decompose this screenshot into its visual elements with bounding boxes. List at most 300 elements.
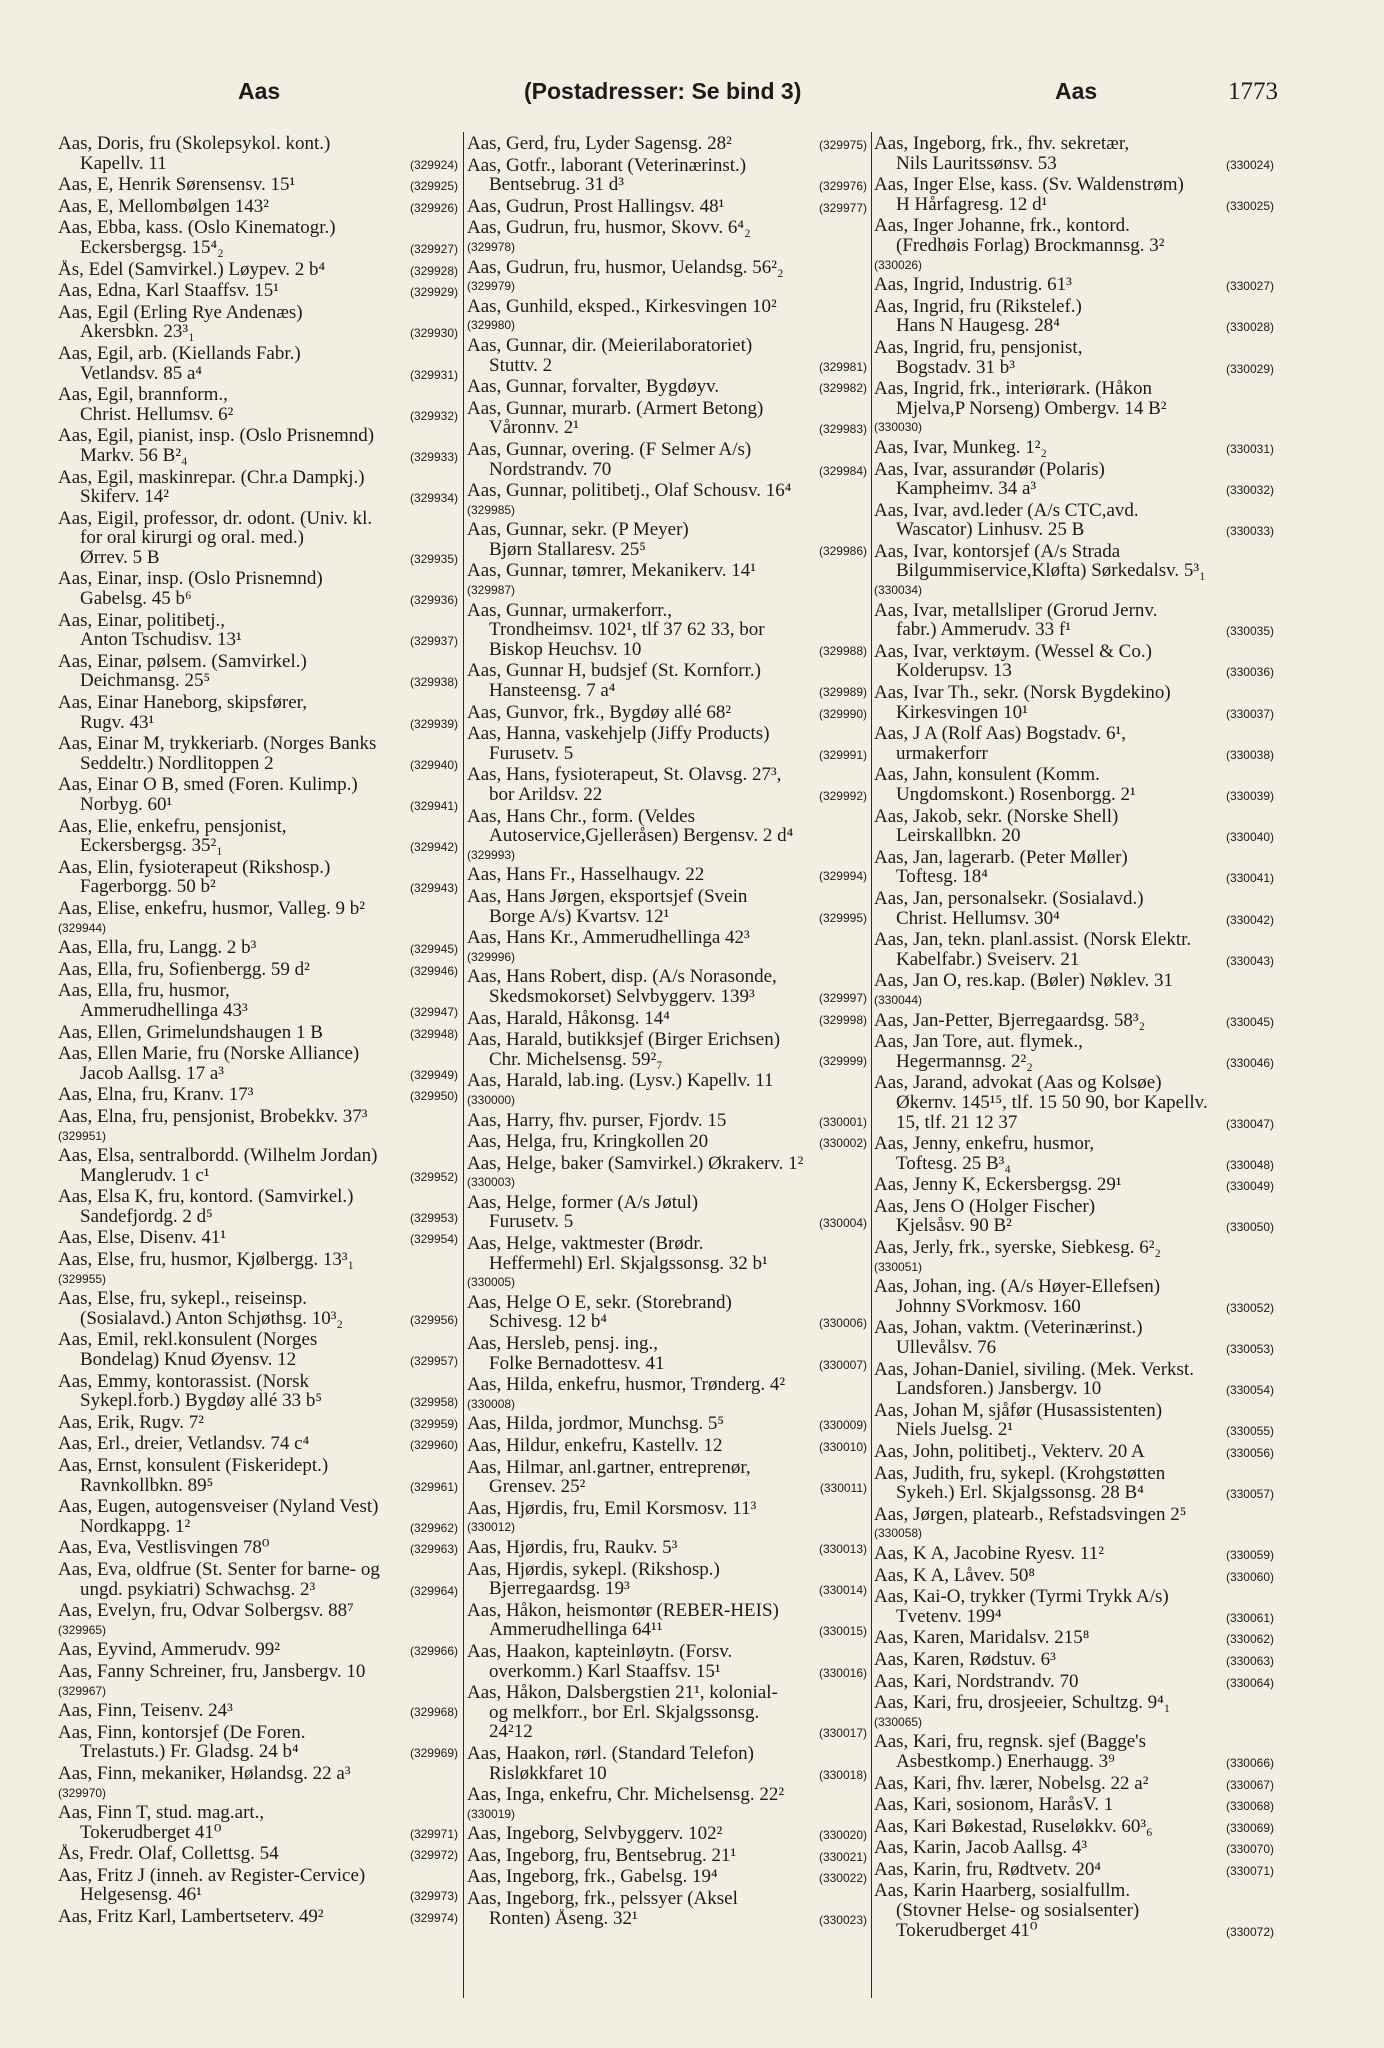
entry-text: Aas, Ivar, assurandør (Polaris): [874, 459, 1105, 480]
entry-number: (330060): [1225, 1569, 1274, 1584]
entry-line: [58, 1601, 458, 1621]
directory-entry: [874, 1505, 1274, 1544]
directory-entry: [58, 960, 458, 982]
entry-text: Aas, John, politibetj., Vekterv. 20 A: [874, 1442, 1145, 1462]
entry-line: [874, 1921, 1274, 1943]
entry-number: (329967): [58, 1683, 107, 1698]
entry-text: Våronnv. 2¹: [489, 418, 579, 438]
entry-number: (330014): [818, 1583, 867, 1598]
directory-entry: [467, 1458, 867, 1499]
entry-line: [467, 640, 867, 662]
directory-entry: [874, 1238, 1274, 1277]
entry-line: [58, 1885, 458, 1907]
directory-entry: [58, 197, 458, 219]
entry-text: Aas, Haakon, rørl. (Standard Telefon): [467, 1743, 754, 1764]
entry-number: (329936): [409, 593, 458, 608]
directory-entry: [467, 134, 867, 156]
entry-number: (329971): [409, 1826, 458, 1841]
entry-text: Aas, Ella, fru, husmor,: [58, 981, 230, 1001]
entry-text: Furusetv. 5: [489, 1212, 574, 1233]
entry-line: [874, 1505, 1274, 1525]
entry-number: (330003): [467, 1175, 516, 1190]
entry-text: Aas, Else, Disenv. 41¹: [58, 1228, 227, 1249]
directory-entry: [58, 1701, 458, 1723]
entry-line: [58, 260, 458, 282]
directory-entry: [467, 440, 867, 481]
entry-line: [467, 1254, 867, 1274]
directory-entry: [874, 1401, 1274, 1442]
entry-text: Johnny SVorkmosv. 160: [896, 1296, 1081, 1317]
entry-text: Sykeh.) Erl. Skjalgssonsg. 28 B⁴: [896, 1483, 1144, 1503]
entry-text: Aas, Eigil, professor, dr. odont. (Univ. kl.: [58, 508, 373, 529]
entry-line: [874, 1881, 1274, 1901]
entry-text: Aas, Ellen Marie, fru (Norske Alliance): [58, 1044, 360, 1064]
entry-line: [874, 316, 1274, 338]
entry-text: Aas, Hans, fysioterapeut, St. Olavsg. 27³,: [467, 765, 782, 785]
entry-line: [467, 520, 867, 540]
entry-line: [58, 1560, 458, 1580]
entry-text: bor Arildsv. 22: [489, 785, 603, 805]
entry-line: [874, 642, 1274, 662]
entry-text: Aas, Erik, Rugv. 7²: [58, 1412, 204, 1433]
entry-line: [874, 930, 1274, 950]
entry-line: [874, 1566, 1274, 1588]
entry-text: Aas, Gudrun, fru, husmor, Skovv. 6⁴₂: [467, 218, 751, 238]
entry-number: (330024): [1225, 157, 1274, 172]
directory-entry: [874, 971, 1274, 1010]
entry-text: Aas, Kari, fru, drosjeeier, Schultzg. 9⁴₁: [874, 1693, 1171, 1713]
directory-entry: [874, 1860, 1274, 1882]
entry-text: Skiferv. 14²: [80, 487, 169, 507]
entry-text: Aas, Jan, lagerarb. (Peter Møller): [874, 847, 1128, 868]
entry-line: [467, 1846, 867, 1868]
entry-line: [58, 446, 458, 468]
entry-text: Aas, Johan, vaktm. (Veterinærinst.): [874, 1318, 1143, 1339]
entry-line: [467, 1293, 867, 1313]
entry-text: Aas, Johan-Daniel, siviling. (Mek. Verkst.: [874, 1359, 1194, 1380]
entry-line: [467, 724, 867, 744]
directory-entry: [467, 1154, 867, 1193]
entry-line: [58, 1166, 458, 1188]
entry-line: [874, 561, 1274, 581]
entry-text: Aas, Eyvind, Ammerudv. 99²: [58, 1640, 280, 1660]
entry-line: [874, 1238, 1274, 1258]
entry-line: [58, 385, 458, 405]
column-divider: [463, 132, 464, 1998]
entry-line: [467, 1193, 867, 1213]
entry-text: Kabelfabr.) Sveiserv. 21: [896, 949, 1080, 970]
entry-number: (329951): [58, 1128, 107, 1143]
entry-text: Ås, Fredr. Olaf, Collettsg. 54: [58, 1844, 279, 1864]
entry-line: [467, 1764, 867, 1786]
entry-text: Aas, Hans Robert, disp. (A/s Norasonde,: [467, 967, 777, 987]
entry-line: [467, 1662, 867, 1684]
directory-entry: [467, 1560, 867, 1601]
entry-text: Aas, Elsa, sentralbordd. (Wilhelm Jordan): [58, 1146, 378, 1166]
entry-text: Aas, Ingrid, Industrig. 61³: [874, 275, 1072, 295]
entry-line: [58, 1538, 458, 1560]
entry-line: [58, 1391, 458, 1413]
directory-entry: [874, 379, 1274, 438]
entry-line: [58, 405, 458, 427]
entry-text: Aas, Elise, enkefru, husmor, Valleg. 9 b²: [58, 898, 365, 919]
entry-text: Aas, Jørgen, platearb., Refstadsvingen 2⁵: [874, 1504, 1187, 1525]
entry-number: (329999): [818, 1053, 867, 1068]
directory-entry: [874, 338, 1274, 379]
entry-text: Toftesg. 18⁴: [896, 867, 988, 887]
entry-number: (330072): [1225, 1924, 1274, 1939]
entry-number: (329982): [818, 381, 867, 396]
entry-line: [58, 426, 458, 446]
entry-text: Aas, E, Mellombølgen 143²: [58, 196, 269, 217]
entry-line: [467, 1824, 867, 1846]
entry-text: Aas, Eva, oldfrue (St. Senter for barne- og: [58, 1559, 380, 1580]
entry-text: for oral kirurgi og oral. med.): [80, 528, 304, 548]
entry-text: Aas, Gudrun, Prost Hallingsv. 48¹: [467, 196, 725, 217]
entry-text: Aas, Einar Haneborg, skipsfører,: [58, 693, 307, 713]
entry-number: (330032): [1225, 483, 1274, 498]
entry-text: Aas, Ivar, avd.leder (A/s CTC,avd.: [874, 500, 1139, 521]
entry-line: [874, 1442, 1274, 1464]
directory-entry: [58, 1228, 458, 1250]
entry-line: [874, 1672, 1274, 1694]
directory-entry: [58, 1289, 458, 1330]
entry-line: [58, 1640, 458, 1662]
entry-line: [58, 1844, 458, 1866]
entry-number: (329931): [409, 367, 458, 382]
entry-line: [467, 377, 867, 399]
entry-line: [467, 399, 867, 419]
entry-line: [874, 950, 1274, 972]
entry-text: Aas, Gunnar, politibetj., Olaf Schousv. 16⁴: [467, 481, 792, 501]
directory-entry: [467, 807, 867, 866]
entry-text: Nils Lauritssønsv. 53: [896, 153, 1057, 174]
directory-entry: [467, 1538, 867, 1560]
directory-entry: [874, 1672, 1274, 1694]
entry-line: [874, 1277, 1274, 1297]
entry-text: Bondelag) Knud Øyensv. 12: [80, 1350, 297, 1370]
directory-entry: [874, 1073, 1274, 1134]
directory-entry: [874, 1544, 1274, 1566]
entry-text: Nordstrandv. 70: [489, 459, 612, 480]
entry-number: (330043): [1225, 953, 1274, 968]
entry-text: Aas, Gunnar, murarb. (Armert Betong): [467, 398, 764, 419]
directory-entry: [467, 967, 867, 1008]
entry-text: Aas, Ingeborg, frk., Gabelsg. 19⁴: [467, 1867, 718, 1888]
entry-number: (330068): [1225, 1799, 1274, 1814]
entry-line: [874, 134, 1274, 154]
entry-line: [874, 1483, 1274, 1505]
directory-entry: [874, 134, 1274, 175]
entry-number: (329932): [409, 408, 458, 423]
directory-entry: [467, 218, 867, 257]
entry-text: Aas, Ivar, kontorsjef (A/s Strada: [874, 541, 1121, 562]
entry-number: (330037): [1225, 706, 1274, 721]
entry-line: [467, 601, 867, 621]
entry-text: Kampheimv. 34 a³: [896, 479, 1037, 499]
entry-line: [58, 960, 458, 982]
entry-line: [467, 807, 867, 827]
entry-line: [467, 1560, 867, 1580]
entry-line: [874, 379, 1274, 399]
directory-entry: [58, 344, 458, 385]
entry-line: [874, 889, 1274, 909]
directory-entry: [467, 1111, 867, 1133]
entry-number: (329941): [409, 799, 458, 813]
entry-line: [874, 460, 1274, 480]
directory-entry: [58, 734, 458, 775]
entry-line: [874, 661, 1274, 683]
entry-text: Aas, Hjørdis, fru, Emil Korsmosv. 11³: [467, 1498, 757, 1519]
directory-entry: [58, 1640, 458, 1662]
entry-text: Aas, Jens O (Holger Fischer): [874, 1196, 1096, 1217]
entry-text: Aas, Jan, personalsekr. (Sosialavd.): [874, 888, 1144, 909]
entry-line: [874, 275, 1274, 297]
entry-line: [58, 1289, 458, 1309]
entry-number: (329988): [818, 643, 867, 658]
directory-entry: [874, 848, 1274, 889]
entry-line: [467, 418, 867, 440]
entry-number: (330019): [467, 1806, 516, 1821]
entry-number: (330045): [1225, 1014, 1274, 1029]
entry-text: Aas, Harald, butikksjef (Birger Erichsen): [467, 1030, 781, 1050]
entry-text: Tvetenv. 199⁴: [896, 1606, 1002, 1627]
entry-line: [58, 1517, 458, 1539]
entry-text: Aas, Helge, former (A/s Jøtul): [467, 1192, 699, 1213]
entry-line: [467, 1620, 867, 1642]
entry-number: (329965): [58, 1622, 107, 1637]
entry-number: (329956): [409, 1312, 458, 1327]
entry-text: Aas, Evelyn, fru, Odvar Solbergsv. 88⁷: [58, 1601, 354, 1621]
entry-text: Aas, Kari, fhv. lærer, Nobelsg. 22 a²: [874, 1773, 1149, 1794]
entry-text: Aas, Einar M, trykkeriarb. (Norges Banks: [58, 734, 377, 754]
directory-entry: [874, 1774, 1274, 1796]
entry-number: (330058): [874, 1526, 923, 1541]
entry-text: Ammerudhellinga 64¹¹: [489, 1620, 663, 1640]
directory-entry: [874, 297, 1274, 338]
entry-number: (330023): [818, 1912, 867, 1927]
entry-text: Bentsebrug. 31 d³: [489, 175, 624, 195]
entry-text: Nordkappg. 1²: [80, 1516, 191, 1537]
entry-text: Aas, Johan, ing. (A/s Høyer-Ellefsen): [874, 1277, 1161, 1297]
entry-text: Aas, Hilda, jordmor, Munchsg. 5⁵: [467, 1414, 725, 1434]
directory-entry: [58, 1085, 458, 1107]
entry-line: [467, 1683, 867, 1703]
entry-line: [874, 683, 1274, 703]
directory-entry: [874, 1566, 1274, 1588]
directory-entry: [58, 817, 458, 858]
entry-line: [874, 338, 1274, 358]
running-header-right: Aas: [1055, 78, 1098, 104]
entry-text: Aas, Jan O, res.kap. (Bøler) Nøklev. 31: [874, 971, 1173, 991]
entry-number: (329970): [58, 1785, 107, 1800]
entry-number: (330028): [1225, 320, 1274, 335]
entry-number: (329974): [409, 1911, 458, 1926]
entry-text: Aas, Kari, fru, regnsk. sjef (Bagge's: [874, 1732, 1146, 1752]
entry-line: [467, 1212, 867, 1234]
entry-line: [58, 1085, 458, 1107]
entry-text: Aas, Karin, fru, Rødtvetv. 20⁴: [874, 1859, 1102, 1880]
directory-entry: [58, 1330, 458, 1371]
entry-text: Gabelsg. 45 b⁶: [80, 589, 192, 609]
entry-text: Heffermehl) Erl. Skjalgssonsg. 32 b¹: [489, 1253, 768, 1274]
directory-entry: [467, 1642, 867, 1683]
entry-text: Aas, Hilmar, anl.gartner, entreprenør,: [467, 1457, 751, 1478]
entry-line: [874, 195, 1274, 217]
entry-text: Aas, Elin, fysioterapeut (Rikshosp.): [58, 857, 331, 878]
entry-line: [467, 1867, 867, 1889]
entry-text: Aas, Jan, tekn. planl.assist. (Norsk Elektr.: [874, 930, 1192, 950]
entry-text: Aas, Karen, Rødstuv. 6³: [874, 1649, 1056, 1670]
entry-line: [467, 1889, 867, 1909]
entry-text: Hegermannsg. 2²₂: [896, 1051, 1033, 1072]
entry-line: [874, 1650, 1274, 1672]
entry-line: [874, 1774, 1274, 1796]
directory-entry: [874, 501, 1274, 542]
entry-number: (330035): [1225, 624, 1274, 639]
entry-line: [58, 134, 458, 154]
entry-number: (330011): [819, 1481, 867, 1496]
entry-text: Aas, E, Henrik Sørensensv. 15¹: [58, 175, 296, 195]
entry-number: (330048): [1225, 1157, 1274, 1172]
entry-text: Aas, Hjørdis, fru, Raukv. 5³: [467, 1537, 678, 1558]
entry-text: Aas, Ingrid, frk., interiørark. (Håkon: [874, 379, 1153, 399]
entry-text: Vetlandsv. 85 a⁴: [80, 363, 203, 384]
directory-entry: [874, 438, 1274, 460]
entry-number: (329959): [409, 1416, 458, 1431]
entry-text: Aas, Jerly, frk., syerske, Siebkesg. 6²₂: [874, 1238, 1162, 1258]
entry-text: Grensev. 25²: [489, 1477, 586, 1497]
directory-entry: [58, 981, 458, 1022]
entry-line: [874, 1093, 1274, 1113]
entry-line: [874, 1795, 1274, 1817]
entry-line: [874, 1732, 1274, 1752]
entry-number: (330054): [1225, 1383, 1274, 1398]
entry-number: (329983): [818, 422, 867, 437]
directory-entry: [467, 1375, 867, 1414]
entry-line: [58, 1023, 458, 1045]
entry-number: (329950): [409, 1089, 458, 1104]
entry-text: Aas, Jenny K, Eckersbergsg. 29¹: [874, 1175, 1122, 1195]
entry-number: (329935): [409, 551, 458, 566]
entry-number: (329945): [409, 942, 458, 957]
entry-number: (330055): [1225, 1424, 1274, 1439]
entry-text: Trondheimsv. 102¹, tlf 37 62 33, bor: [489, 620, 765, 640]
entry-line: [467, 1785, 867, 1805]
entry-text: Aas, Egil, brannform.,: [58, 385, 228, 405]
directory-entry: [58, 509, 458, 570]
entry-line: [58, 154, 458, 176]
entry-line: [467, 907, 867, 929]
directory-entry: [58, 1723, 458, 1764]
entry-text: Aas, Eva, Vestlisvingen 78⁰: [58, 1538, 270, 1558]
entry-text: Aas, Ingrid, fru (Rikstelef.): [874, 296, 1082, 317]
entry-line: [467, 356, 867, 378]
entry-line: [58, 775, 458, 795]
entry-line: [874, 724, 1274, 744]
entry-number: (330002): [818, 1136, 867, 1151]
directory-entry: [874, 1732, 1274, 1773]
entry-line: [467, 928, 867, 948]
entry-line: [874, 1817, 1274, 1839]
entry-line: [58, 344, 458, 364]
directory-entry: [467, 1234, 867, 1293]
entry-text: Toftesg. 25 B³₄: [896, 1153, 1011, 1174]
directory-entry: [467, 865, 867, 887]
entry-text: Helgesensg. 46¹: [80, 1885, 202, 1906]
entry-line: [58, 1907, 458, 1929]
entry-number: (330031): [1225, 441, 1274, 456]
entry-line: [874, 1216, 1274, 1238]
entry-text: Ungdomskont.) Rosenborgg. 2¹: [896, 785, 1136, 805]
entry-line: [58, 1309, 458, 1331]
entry-line: [58, 1330, 458, 1350]
entry-line: [874, 1154, 1274, 1176]
directory-entry: [874, 807, 1274, 848]
entry-line: [58, 1207, 458, 1229]
entry-text: Aas, Ingeborg, fru, Bentsebrug. 21¹: [467, 1845, 737, 1866]
entry-line: [874, 1544, 1274, 1566]
entry-line: [467, 1414, 867, 1436]
entry-text: Aas, Einar, politibetj.,: [58, 610, 226, 631]
entry-line: [467, 703, 867, 725]
entry-text: Aas, Else, fru, husmor, Kjølbergg. 13³₁: [58, 1250, 355, 1270]
entry-text: Aas, Ebba, kass. (Oslo Kinematogr.): [58, 218, 336, 238]
entry-text: Aas, Edna, Karl Staaffsv. 15¹: [58, 281, 279, 301]
directory-entry: [467, 1683, 867, 1744]
entry-text: Aas, Håkon, Dalsbergstien 21¹, kolonial-: [467, 1683, 778, 1703]
entry-number: (329991): [818, 747, 867, 762]
entry-text: Anton Tschudisv. 13¹: [80, 630, 242, 650]
entry-number: (330038): [1225, 747, 1274, 762]
entry-line: [467, 1071, 867, 1091]
entry-line: [58, 322, 458, 344]
entry-line: [467, 460, 867, 482]
directory-entry: [467, 928, 867, 967]
entry-number: (329977): [818, 200, 867, 215]
entry-text: Aas, Fritz J (inneh. av Register-Cervice): [58, 1865, 366, 1886]
entry-text: Norbyg. 60¹: [80, 795, 173, 815]
entry-number: (330044): [874, 992, 923, 1007]
entry-number: (330046): [1225, 1055, 1274, 1070]
directory-entry: [467, 1499, 867, 1538]
column-1: [58, 134, 458, 1929]
directory-entry: [58, 1497, 458, 1538]
entry-number: (330039): [1225, 789, 1274, 803]
entry-number: (329992): [818, 789, 867, 803]
entry-line: [467, 1375, 867, 1395]
entry-number: (330049): [1225, 1179, 1274, 1194]
entry-text: Rugv. 43¹: [80, 712, 155, 733]
entry-text: Chr. Michelsensg. 59²₇: [489, 1049, 663, 1070]
entry-line: [874, 520, 1274, 542]
directory-entry: [874, 1197, 1274, 1238]
entry-text: Markv. 56 B²₄: [80, 445, 188, 466]
entry-number: (330025): [1225, 198, 1274, 213]
directory-entry: [58, 775, 458, 816]
entry-line: [874, 1175, 1274, 1197]
entry-number: (329952): [409, 1169, 458, 1184]
entry-number: (329998): [818, 1012, 867, 1027]
directory-entry: [58, 1803, 458, 1844]
directory-entry: [874, 1881, 1274, 1942]
entry-line: [467, 1538, 867, 1560]
entry-text: Aas, Gunnar, dir. (Meierilaboratoriet): [467, 335, 753, 356]
entry-number: (330052): [1225, 1300, 1274, 1315]
directory-entry: [467, 1436, 867, 1458]
entry-line: [58, 981, 458, 1001]
directory-entry: [467, 156, 867, 197]
